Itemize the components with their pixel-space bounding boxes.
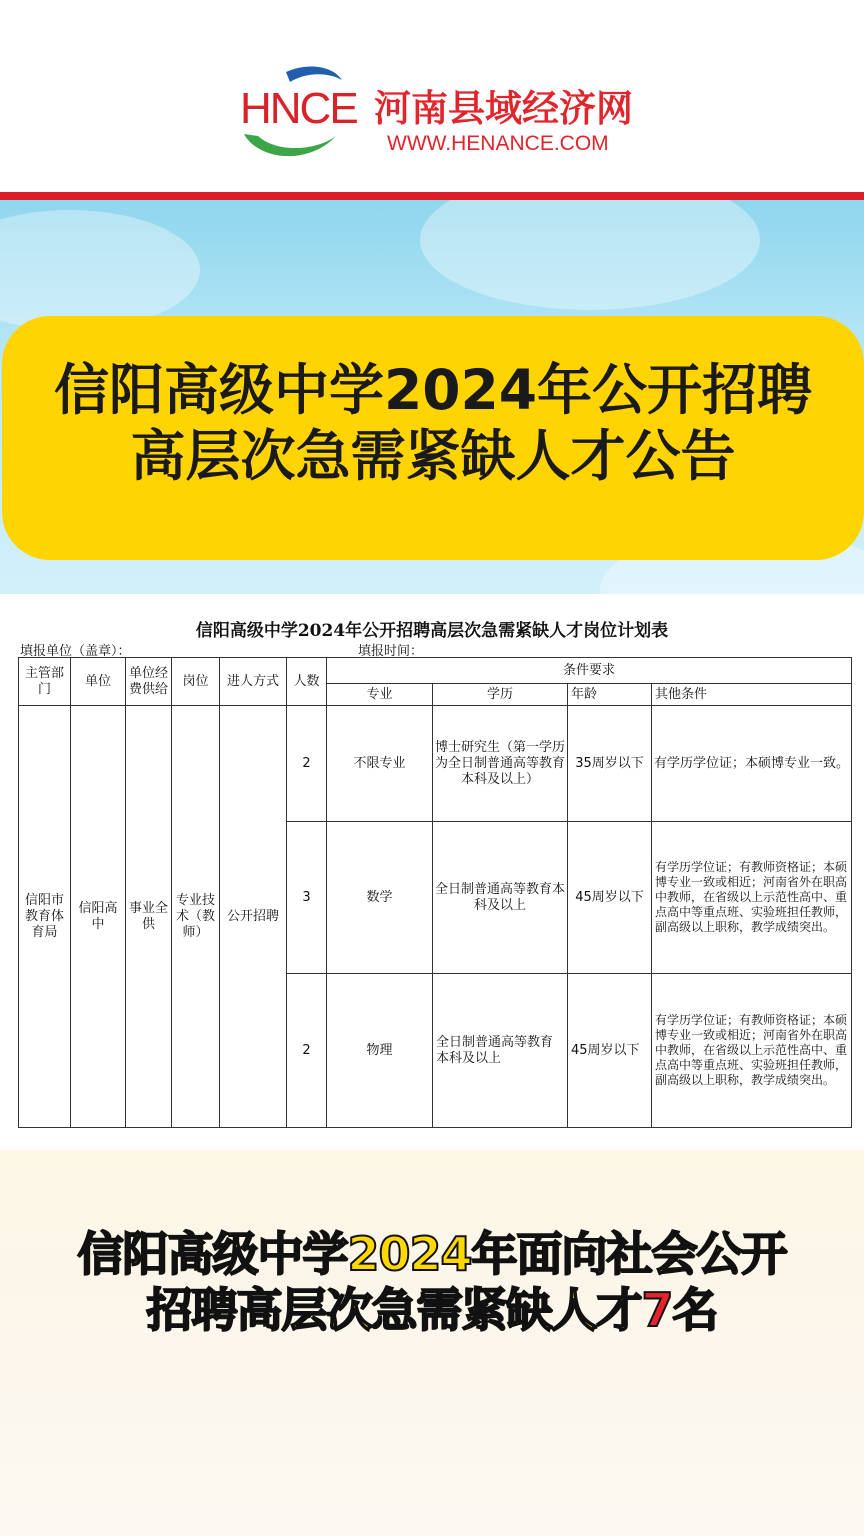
header-requirements: 条件要求 xyxy=(327,658,852,684)
caption-text: 名 xyxy=(672,1283,718,1337)
logo-text: HNCE xyxy=(240,84,357,133)
header-post: 岗位 xyxy=(172,658,220,706)
fill-unit-label: 填报单位（盖章）： xyxy=(20,644,131,659)
table-row xyxy=(19,706,852,822)
header-other: 其他条件 xyxy=(652,684,852,706)
banner-title-line-2: 高层次急需紧缺人才公告 xyxy=(130,424,736,488)
title-banner xyxy=(0,200,864,594)
caption-text: 招聘高层次 xyxy=(146,1283,372,1337)
cell-education: 全日制普通高等教育本科及以上 xyxy=(433,974,568,1128)
header-method: 进人方式 xyxy=(220,658,287,706)
cell-age: 45周岁以下 xyxy=(568,822,652,974)
cell-major: 不限专业 xyxy=(327,706,433,822)
caption-area xyxy=(0,1150,864,1536)
background-cloud xyxy=(420,200,760,310)
caption-highlight-count: 7 xyxy=(641,1283,673,1337)
site-url[interactable]: WWW.HENANCE.COM xyxy=(387,132,609,155)
cell-other: 有学历学位证；有教师资格证；本硕博专业一致或相近；河南省外在职高中教师，在省级以上示范性高中、重点高中等重点班、实验班担任教师，副高级以上职称，教学成绩突出。 xyxy=(652,822,852,974)
cell-post: 专业技术（教师） xyxy=(172,706,220,1128)
site-header xyxy=(0,0,864,192)
background-cloud xyxy=(0,210,200,330)
cell-age: 45周岁以下 xyxy=(568,974,652,1128)
header-major: 专业 xyxy=(327,684,433,706)
caption-highlight: 急需 xyxy=(371,1283,462,1337)
cell-method: 公开招聘 xyxy=(220,706,287,1128)
header-count: 人数 xyxy=(287,658,327,706)
header-unit: 单位 xyxy=(71,658,126,706)
document-title: 信阳高级中学2024年公开招聘高层次急需紧缺人才岗位计划表 xyxy=(195,621,669,641)
caption-text: 紧缺人才 xyxy=(461,1283,642,1337)
table-header-row xyxy=(19,658,852,684)
caption-line-2 xyxy=(0,1274,864,1340)
cell-count: 2 xyxy=(287,706,327,822)
cell-unit: 信阳高中 xyxy=(71,706,126,1128)
fill-time-label: 填报时间： xyxy=(358,644,424,659)
plan-table xyxy=(18,657,852,1128)
cell-major: 物理 xyxy=(327,974,433,1128)
header-education: 学历 xyxy=(433,684,568,706)
cell-funding: 事业全供 xyxy=(126,706,172,1128)
header-dept: 主管部门 xyxy=(19,658,71,706)
cell-count: 3 xyxy=(287,822,327,974)
cell-other: 有学历学位证；有教师资格证；本硕博专业一致或相近；河南省外在职高中教师，在省级以上示范性高中、重点高中等重点班、实验班担任教师，副高级以上职称，教学成绩突出。 xyxy=(652,974,852,1128)
cell-major: 数学 xyxy=(327,822,433,974)
header-age: 年龄 xyxy=(568,684,652,706)
cell-age: 35周岁以下 xyxy=(568,706,652,822)
header-funding: 单位经费供给 xyxy=(126,658,172,706)
cell-other: 有学历学位证；本硕博专业一致。 xyxy=(652,706,852,822)
site-name: 河南县域经济网 xyxy=(374,87,633,130)
cell-count: 2 xyxy=(287,974,327,1128)
title-card xyxy=(2,316,864,560)
header-divider xyxy=(0,192,864,200)
cell-education: 博士研究生（第一学历为全日制普通高等教育本科及以上） xyxy=(433,706,568,822)
banner-title-line-1: 信阳高级中学2024年公开招聘 xyxy=(53,358,813,422)
cell-dept: 信阳市教育体育局 xyxy=(19,706,71,1128)
cell-education: 全日制普通高等教育本科及以上 xyxy=(433,822,568,974)
recruitment-plan-document xyxy=(0,594,864,1150)
caption-line-1: 信阳高级中学2024年面向社会公开 xyxy=(77,1227,787,1281)
